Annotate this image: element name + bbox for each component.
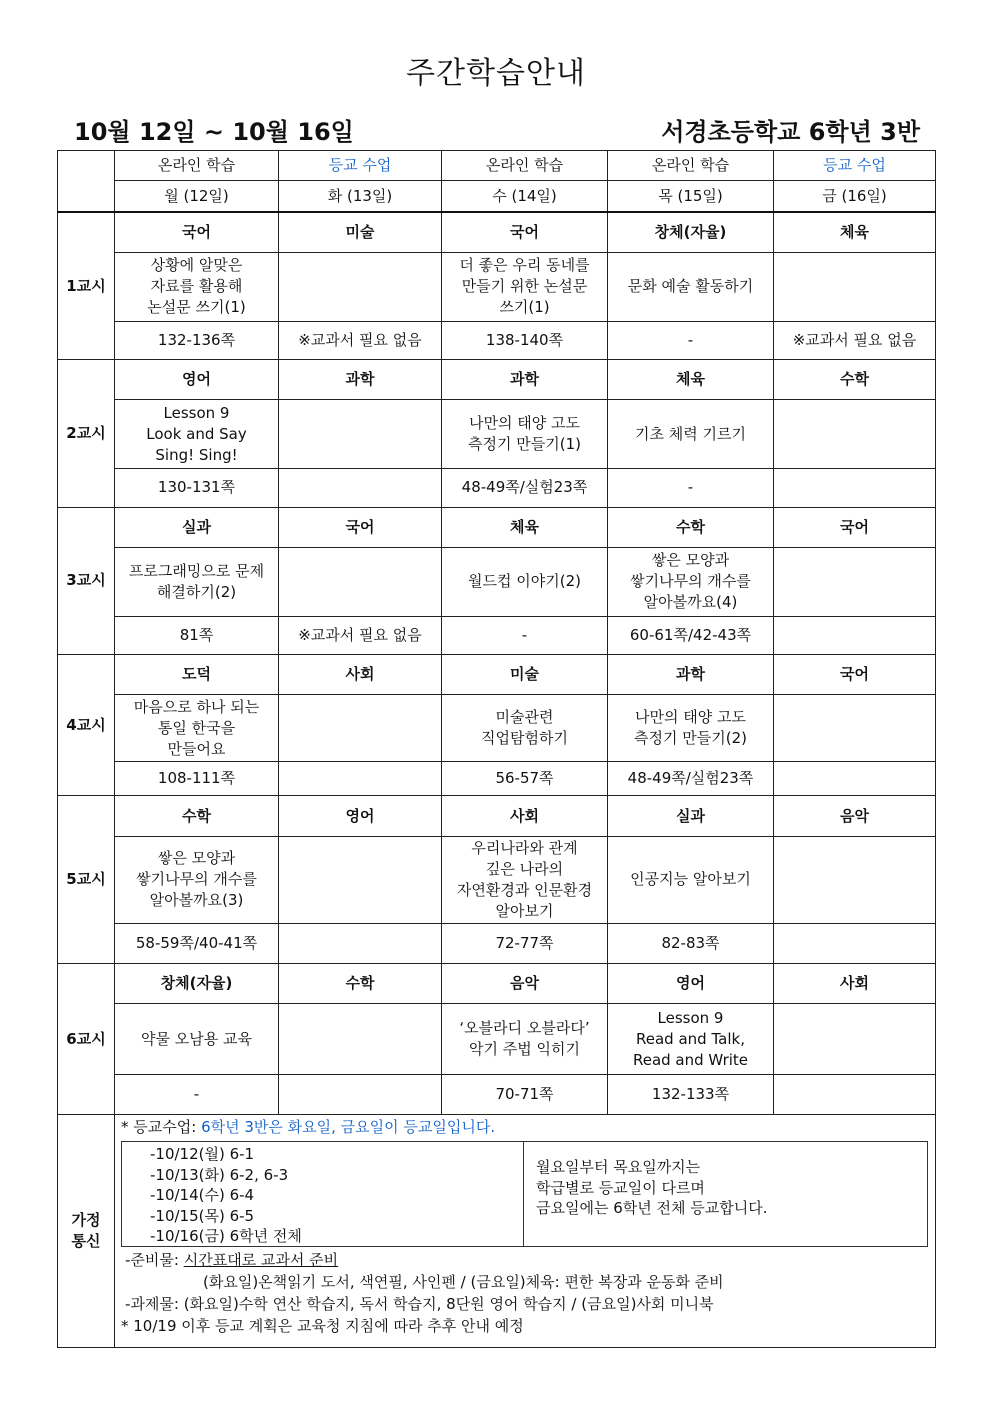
subject-cell: 국어 [115, 212, 279, 252]
schedule-explanation [524, 1142, 927, 1246]
pages-cell: 132-133쪽 [608, 1075, 774, 1115]
mode-row [58, 151, 936, 181]
subject-row [58, 507, 936, 547]
subject-cell: 과학 [608, 654, 774, 694]
pages-row [58, 321, 936, 359]
subject-cell: 수학 [608, 507, 774, 547]
subject-cell: 창체(자율) [115, 964, 279, 1004]
subject-cell: 과학 [279, 360, 442, 400]
topic-row [58, 836, 936, 923]
subject-cell: 영어 [279, 796, 442, 836]
schedule-list-item: -10/12(월) 6-1 [150, 1145, 255, 1164]
school-class: 서경초등학교 6학년 3반 [661, 118, 920, 146]
pages-cell [774, 1075, 936, 1115]
topic-cell [279, 253, 442, 322]
pages-cell: - [608, 321, 774, 359]
schedule-box [121, 1141, 928, 1247]
pages-cell: 130-131쪽 [115, 469, 279, 507]
pages-cell [774, 923, 936, 963]
pages-cell: 82-83쪽 [608, 923, 774, 963]
subject-cell: 수학 [279, 964, 442, 1004]
pages-cell: 81쪽 [115, 616, 279, 654]
pages-row [58, 762, 936, 796]
subject-cell: 실과 [115, 507, 279, 547]
pages-row [58, 1075, 936, 1115]
mode-cell: 등교 수업 [774, 151, 936, 181]
period-label: 1교시 [58, 212, 115, 359]
topic-cell: Lesson 9 Look and Say Sing! Sing! [115, 400, 279, 469]
subject-row [58, 212, 936, 252]
topic-cell: 기초 체력 기르기 [608, 400, 774, 469]
schedule-explanation-line: 금요일에는 6학년 전체 등교합니다. [536, 1199, 768, 1218]
topic-cell: 문화 예술 활동하기 [608, 253, 774, 322]
subject-cell: 국어 [279, 507, 442, 547]
pages-cell: ※교과서 필요 없음 [279, 616, 442, 654]
pages-row [58, 923, 936, 963]
pages-cell [279, 923, 442, 963]
topic-cell: 더 좋은 우리 동네를 만들기 위한 논설문 쓰기(1) [442, 253, 608, 322]
topic-cell: 쌓은 모양과 쌓기나무의 개수를 알아볼까요(3) [115, 836, 279, 923]
topic-row [58, 547, 936, 616]
topic-cell: 나만의 태양 고도 측정기 만들기(1) [442, 400, 608, 469]
topic-cell [774, 836, 936, 923]
subject-cell: 음악 [774, 796, 936, 836]
subject-cell: 체육 [442, 507, 608, 547]
subject-cell: 실과 [608, 796, 774, 836]
corner-cell [58, 151, 115, 213]
subject-cell: 창체(자율) [608, 212, 774, 252]
subject-cell: 국어 [774, 507, 936, 547]
subject-cell: 사회 [774, 964, 936, 1004]
pages-cell: - [442, 616, 608, 654]
topic-cell [774, 547, 936, 616]
subject-row [58, 796, 936, 836]
subject-cell: 사회 [442, 796, 608, 836]
topic-cell [279, 547, 442, 616]
subject-cell: 영어 [115, 360, 279, 400]
date-range: 10월 12일 ~ 10월 16일 [74, 118, 354, 146]
notes-label: 가정 통신 [58, 1115, 115, 1348]
topic-cell: 미술관련 직업탐험하기 [442, 695, 608, 762]
pages-cell: 70-71쪽 [442, 1075, 608, 1115]
school-day-text: 6학년 3반은 화요일, 금요일이 등교일입니다. [201, 1118, 496, 1137]
subject-cell: 영어 [608, 964, 774, 1004]
schedule-explanation-line: 월요일부터 목요일까지는 [536, 1158, 701, 1177]
topic-row [58, 1004, 936, 1075]
topic-row [58, 253, 936, 322]
schedule-explanation-line: 학급별로 등교일이 다르며 [536, 1178, 705, 1197]
schedule-list-item: -10/15(목) 6-5 [150, 1206, 255, 1225]
topic-cell: 약물 오남용 교육 [115, 1004, 279, 1075]
schedule-list-item: -10/16(금) 6학년 전체 [150, 1227, 302, 1246]
day-cell: 수 (14일) [442, 181, 608, 212]
topic-cell: 상황에 알맞은 자료를 활용해 논설문 쓰기(1) [115, 253, 279, 322]
subject-cell: 국어 [442, 212, 608, 252]
topic-cell [279, 400, 442, 469]
mode-cell: 온라인 학습 [608, 151, 774, 181]
day-cell: 금 (16일) [774, 181, 936, 212]
period-label: 6교시 [58, 964, 115, 1115]
topic-cell: 월드컵 이야기(2) [442, 547, 608, 616]
topic-cell: 우리나라와 관계 깊은 나라의 자연환경과 인문환경 알아보기 [442, 836, 608, 923]
prep-note [115, 1249, 935, 1271]
homework-note [115, 1293, 935, 1315]
subject-cell: 음악 [442, 964, 608, 1004]
schedule-list-item: -10/14(수) 6-4 [150, 1186, 255, 1205]
day-cell: 월 (12일) [115, 181, 279, 212]
pages-cell: 48-49쪽/실험23쪽 [442, 469, 608, 507]
pages-row [58, 616, 936, 654]
topic-cell [774, 695, 936, 762]
mode-cell: 온라인 학습 [115, 151, 279, 181]
period-label: 2교시 [58, 360, 115, 507]
pages-cell: ※교과서 필요 없음 [279, 321, 442, 359]
topic-cell: 인공지능 알아보기 [608, 836, 774, 923]
subject-row [58, 964, 936, 1004]
schedule-table [57, 150, 936, 1348]
topic-cell [774, 253, 936, 322]
prep-underlined: 시간표대로 교과서 준비 [183, 1251, 339, 1270]
mode-cell: 등교 수업 [279, 151, 442, 181]
subject-cell: 도덕 [115, 654, 279, 694]
pages-cell: 108-111쪽 [115, 762, 279, 796]
homework-label: -과제물: [125, 1295, 184, 1314]
day-row [58, 181, 936, 212]
subject-row [58, 654, 936, 694]
subject-cell: 사회 [279, 654, 442, 694]
pages-cell: 56-57쪽 [442, 762, 608, 796]
future-note: * 10/19 이후 등교 계획은 교육청 지침에 따라 추후 안내 예정 [121, 1317, 524, 1336]
period-label: 5교시 [58, 796, 115, 964]
topic-cell [279, 836, 442, 923]
subject-row [58, 360, 936, 400]
topic-cell [279, 695, 442, 762]
topic-cell: 나만의 태양 고도 측정기 만들기(2) [608, 695, 774, 762]
pages-cell [774, 762, 936, 796]
notes-row [58, 1115, 936, 1348]
pages-cell: ※교과서 필요 없음 [774, 321, 936, 359]
mode-cell: 온라인 학습 [442, 151, 608, 181]
topic-cell: 마음으로 하나 되는 통일 한국을 만들어요 [115, 695, 279, 762]
pages-cell [279, 469, 442, 507]
pages-cell [279, 1075, 442, 1115]
subject-cell: 수학 [774, 360, 936, 400]
page-title: 주간학습안내 [406, 56, 586, 91]
subject-cell: 수학 [115, 796, 279, 836]
topic-cell [774, 1004, 936, 1075]
topic-cell: ‘오블라디 오블라다’ 악기 주법 익히기 [442, 1004, 608, 1075]
topic-row [58, 400, 936, 469]
homework-text: (화요일)수학 연산 학습지, 독서 학습지, 8단원 영어 학습지 / (금요일)사회 미니북 [183, 1295, 714, 1314]
topic-cell [774, 400, 936, 469]
schedule-list-item: -10/13(화) 6-2, 6-3 [150, 1165, 289, 1184]
pages-cell [279, 762, 442, 796]
prep-detail: (화요일)온책읽기 도서, 색연필, 사인펜 / (금요일)체육: 편한 복장과 운동화 준비 [203, 1273, 724, 1292]
pages-cell [774, 616, 936, 654]
pages-cell: 72-77쪽 [442, 923, 608, 963]
school-day-prefix: * 등교수업: [121, 1118, 202, 1137]
subject-cell: 체육 [774, 212, 936, 252]
prep-label: -준비물: [125, 1251, 184, 1270]
pages-cell: - [115, 1075, 279, 1115]
schedule-list [122, 1142, 524, 1246]
topic-cell: 프로그래밍으로 문제 해결하기(2) [115, 547, 279, 616]
subject-cell: 국어 [774, 654, 936, 694]
pages-cell: 138-140쪽 [442, 321, 608, 359]
topic-cell: Lesson 9 Read and Talk, Read and Write [608, 1004, 774, 1075]
pages-cell: 60-61쪽/42-43쪽 [608, 616, 774, 654]
subject-cell: 과학 [442, 360, 608, 400]
topic-row [58, 695, 936, 762]
subject-cell: 미술 [279, 212, 442, 252]
subject-cell: 체육 [608, 360, 774, 400]
period-label: 3교시 [58, 507, 115, 654]
day-cell: 화 (13일) [279, 181, 442, 212]
day-cell: 목 (15일) [608, 181, 774, 212]
subject-cell: 미술 [442, 654, 608, 694]
pages-cell [774, 469, 936, 507]
pages-cell: 48-49쪽/실험23쪽 [608, 762, 774, 796]
notes-content [115, 1115, 936, 1348]
period-label: 4교시 [58, 654, 115, 795]
pages-row [58, 469, 936, 507]
school-day-note [115, 1115, 935, 1137]
topic-cell [279, 1004, 442, 1075]
pages-cell: - [608, 469, 774, 507]
topic-cell: 쌓은 모양과 쌓기나무의 개수를 알아볼까요(4) [608, 547, 774, 616]
pages-cell: 132-136쪽 [115, 321, 279, 359]
pages-cell: 58-59쪽/40-41쪽 [115, 923, 279, 963]
